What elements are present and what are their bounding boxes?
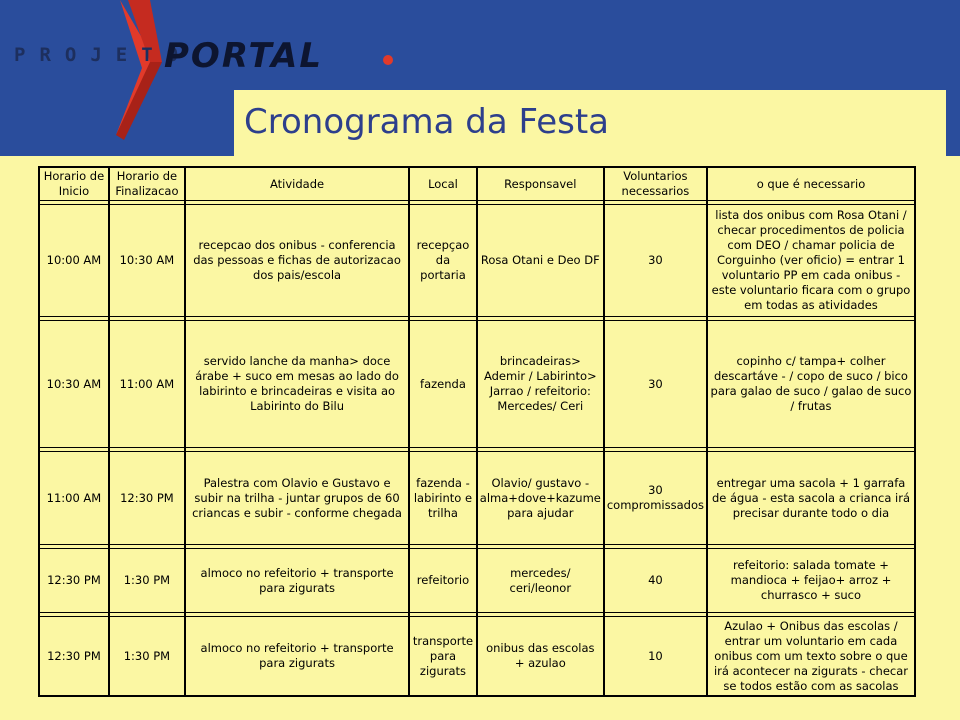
- table-row: [39, 204, 915, 317]
- header-cell: Horario de Finalizacao: [109, 167, 185, 201]
- table-cell: refeitorio: salada tomate + mandioca + feijao+ arroz + churrasco + suco: [707, 548, 915, 613]
- table-cell: servido lanche da manha> doce árabe + suco em mesas ao lado do labirinto e brincadeiras e visita ao Labirinto do Bilu: [185, 320, 409, 448]
- schedule-table: [38, 166, 916, 697]
- table-cell: transporte para zigurats: [409, 616, 477, 696]
- table-cell: 30: [604, 320, 707, 448]
- table-cell: fazenda: [409, 320, 477, 448]
- table-cell: almoco no refeitorio + transporte para zigurats: [185, 616, 409, 696]
- header-band: [0, 0, 960, 160]
- table-cell: recepcao dos onibus - conferencia das pessoas e fichas de autorizacao dos pais/escola: [185, 204, 409, 317]
- table-cell: 11:00 AM: [39, 451, 109, 545]
- table-cell: copinho c/ tampa+ colher descartáve - / copo de suco / bico para galao de suco / galao de suco / frutas: [707, 320, 915, 448]
- table-cell: 12:30 PM: [109, 451, 185, 545]
- header-cell: Voluntarios necessarios: [604, 167, 707, 201]
- table-cell: 40: [604, 548, 707, 613]
- table-cell: 10:30 AM: [109, 204, 185, 317]
- logo-portal-text: PORTAL: [164, 36, 324, 76]
- table-cell: recepçao da portaria: [409, 204, 477, 317]
- table-cell: refeitorio: [409, 548, 477, 613]
- header-cell: Atividade: [185, 167, 409, 201]
- table-cell: 1:30 PM: [109, 616, 185, 696]
- table-cell: Palestra com Olavio e Gustavo e subir na trilha - juntar grupos de 60 criancas e subir - conforme chegada: [185, 451, 409, 545]
- table-cell: Rosa Otani e Deo DF: [477, 204, 604, 317]
- table-cell: Azulao + Onibus das escolas / entrar um voluntario em cada onibus com um texto sobre o que irá acontecer na zigurats - checar se todos estão com as sacolas: [707, 616, 915, 696]
- table-cell: 10:00 AM: [39, 204, 109, 317]
- table-cell: 1:30 PM: [109, 548, 185, 613]
- content-area: [0, 156, 960, 720]
- table-cell: 30: [604, 204, 707, 317]
- table-row: [39, 548, 915, 613]
- table-header-row: [39, 167, 915, 201]
- table-cell: lista dos onibus com Rosa Otani / checar procedimentos de policia com DEO / chamar policia de Corguinho (ver oficio) = entrar 1 voluntario PP em cada onibus - este voluntario ficara com o grupo em todas as atividades: [707, 204, 915, 317]
- title-bar: [234, 90, 946, 156]
- header-cell: o que é necessario: [707, 167, 915, 201]
- table-row: [39, 320, 915, 448]
- table-cell: 10: [604, 616, 707, 696]
- table-cell: fazenda - labirinto e trilha: [409, 451, 477, 545]
- table-cell: mercedes/ ceri/leonor: [477, 548, 604, 613]
- table-row: [39, 451, 915, 545]
- header-cell: Horario de Inicio: [39, 167, 109, 201]
- table-cell: entregar uma sacola + 1 garrafa de água - esta sacola a crianca irá precisar durante todo o dia: [707, 451, 915, 545]
- logo-projeto-text: PROJETO: [14, 44, 193, 66]
- page-title: Cronograma da Festa: [244, 102, 610, 142]
- table-cell: 10:30 AM: [39, 320, 109, 448]
- table-cell: 30 compromissados: [604, 451, 707, 545]
- table-cell: 12:30 PM: [39, 616, 109, 696]
- header-cell: Local: [409, 167, 477, 201]
- table-cell: Olavio/ gustavo - alma+dove+kazume para ajudar: [477, 451, 604, 545]
- table-cell: almoco no refeitorio + transporte para zigurats: [185, 548, 409, 613]
- table-row: [39, 616, 915, 696]
- header-cell: Responsavel: [477, 167, 604, 201]
- table-cell: 12:30 PM: [39, 548, 109, 613]
- table-cell: onibus das escolas + azulao: [477, 616, 604, 696]
- table-cell: brincadeiras> Ademir / Labirinto> Jarrao / refeitorio: Mercedes/ Ceri: [477, 320, 604, 448]
- table-cell: 11:00 AM: [109, 320, 185, 448]
